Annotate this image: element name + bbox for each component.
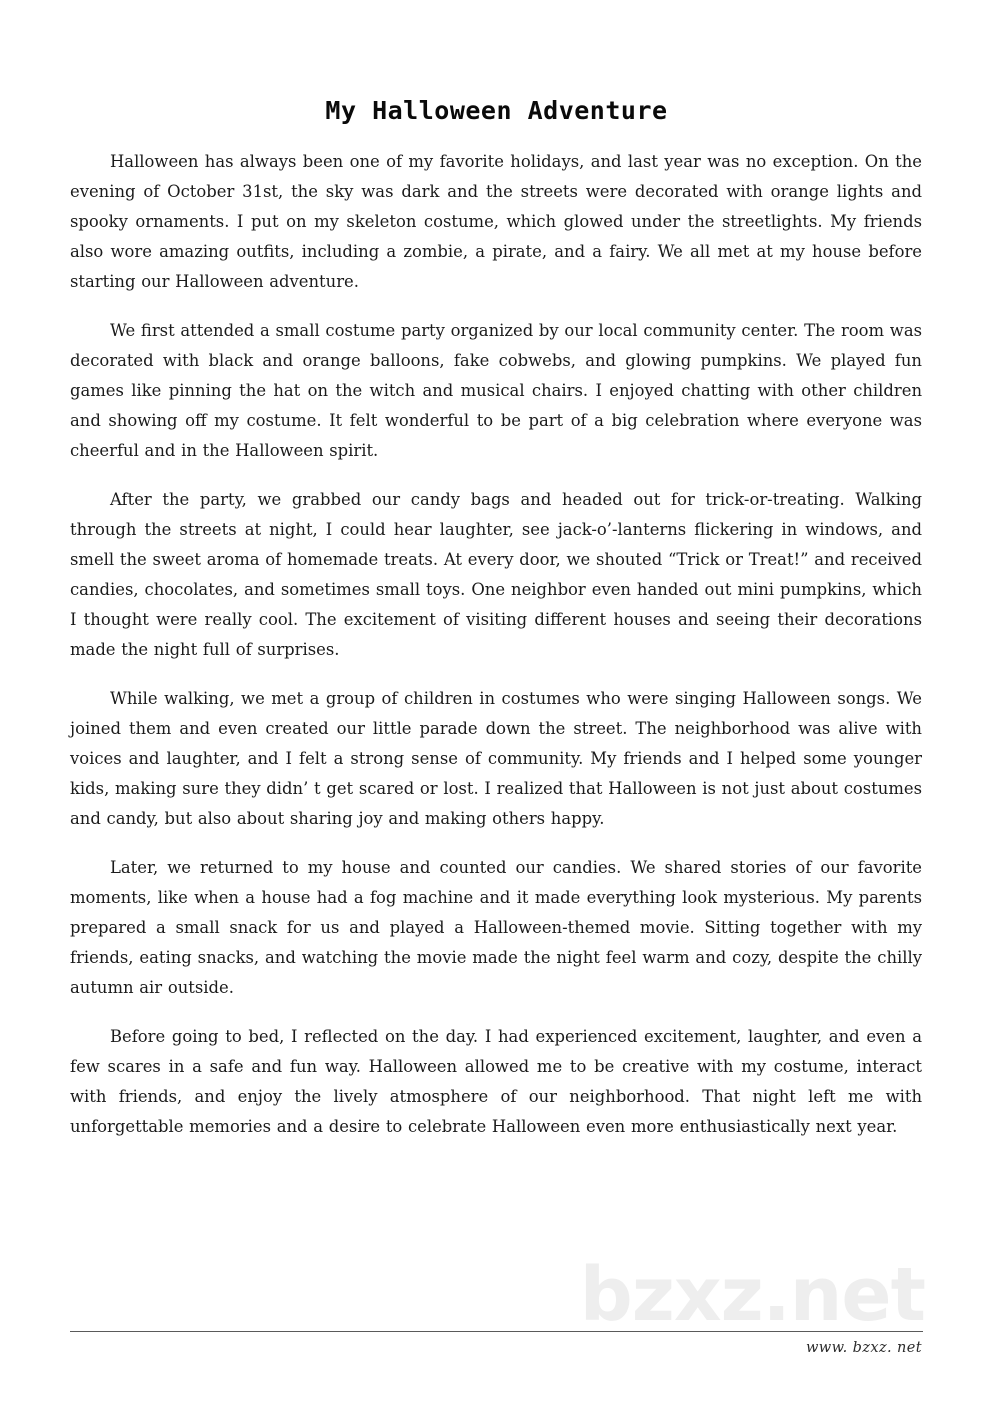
page-title: My Halloween Adventure	[325, 95, 668, 125]
paragraph: While walking, we met a group of children in costumes who were singing Halloween songs. We joined them and even created our little parade down the street. The neighborhood was alive with voices and laughter, and I felt a strong sense of community. My friends and I helped some younger kids, making sure they didn’ t get scared or lost. I realized that Halloween is not just about costumes and candy, but also about sharing joy and making others happy.	[70, 689, 922, 828]
paragraph: Before going to bed, I reflected on the day. I had experienced excitement, laughter, and even a few scares in a safe and fun way. Halloween allowed me to be creative with my costume, interact with friends, and enjoy the lively atmosphere of our neighborhood. That night left me with unforgettable memories and a desire to celebrate Halloween even more enthusiastically next year.	[70, 1027, 922, 1136]
footer-site-url: www. bzxz. net	[805, 1340, 922, 1356]
document-body	[70, 147, 922, 1142]
paragraph: We first attended a small costume party organized by our local community center. The room was decorated with black and orange balloons, fake cobwebs, and glowing pumpkins. We played fun games like pinning the hat on the witch and musical chairs. I enjoyed chatting with other children and showing off my costume. It felt wonderful to be part of a big celebration where everyone was cheerful and in the Halloween spirit.	[70, 321, 923, 460]
footer-divider	[70, 1331, 923, 1332]
paragraph: Later, we returned to my house and counted our candies. We shared stories of our favorite moments, like when a house had a fog machine and it made everything look mysterious. My parents prepared a small snack for us and played a Halloween-themed movie. Sitting together with my friends, eating snacks, and watching the movie made the night feel warm and cozy, despite the chilly autumn air outside.	[70, 858, 922, 997]
paragraph: Halloween has always been one of my favorite holidays, and last year was no exception. On the evening of October 31st, the sky was dark and the streets were decorated with orange lights and spooky ornaments. I put on my skeleton costume, which glowed under the streetlights. My friends also wore amazing outfits, including a zombie, a pirate, and a fairy. We all met at my house before starting our Halloween adventure.	[70, 152, 922, 291]
watermark: bzxz.net	[579, 1252, 925, 1338]
paragraph: After the party, we grabbed our candy bags and headed out for trick-or-treating. Walking through the streets at night, I could hear laughter, see jack-o’-lanterns flickering in windows, and smell the sweet aroma of homemade treats. At every door, we shouted “Trick or Treat!” and received candies, chocolates, and sometimes small toys. One neighbor even handed out mini pumpkins, which I thought were really cool. The excitement of visiting different houses and seeing their decorations made the night full of surprises.	[70, 490, 922, 659]
